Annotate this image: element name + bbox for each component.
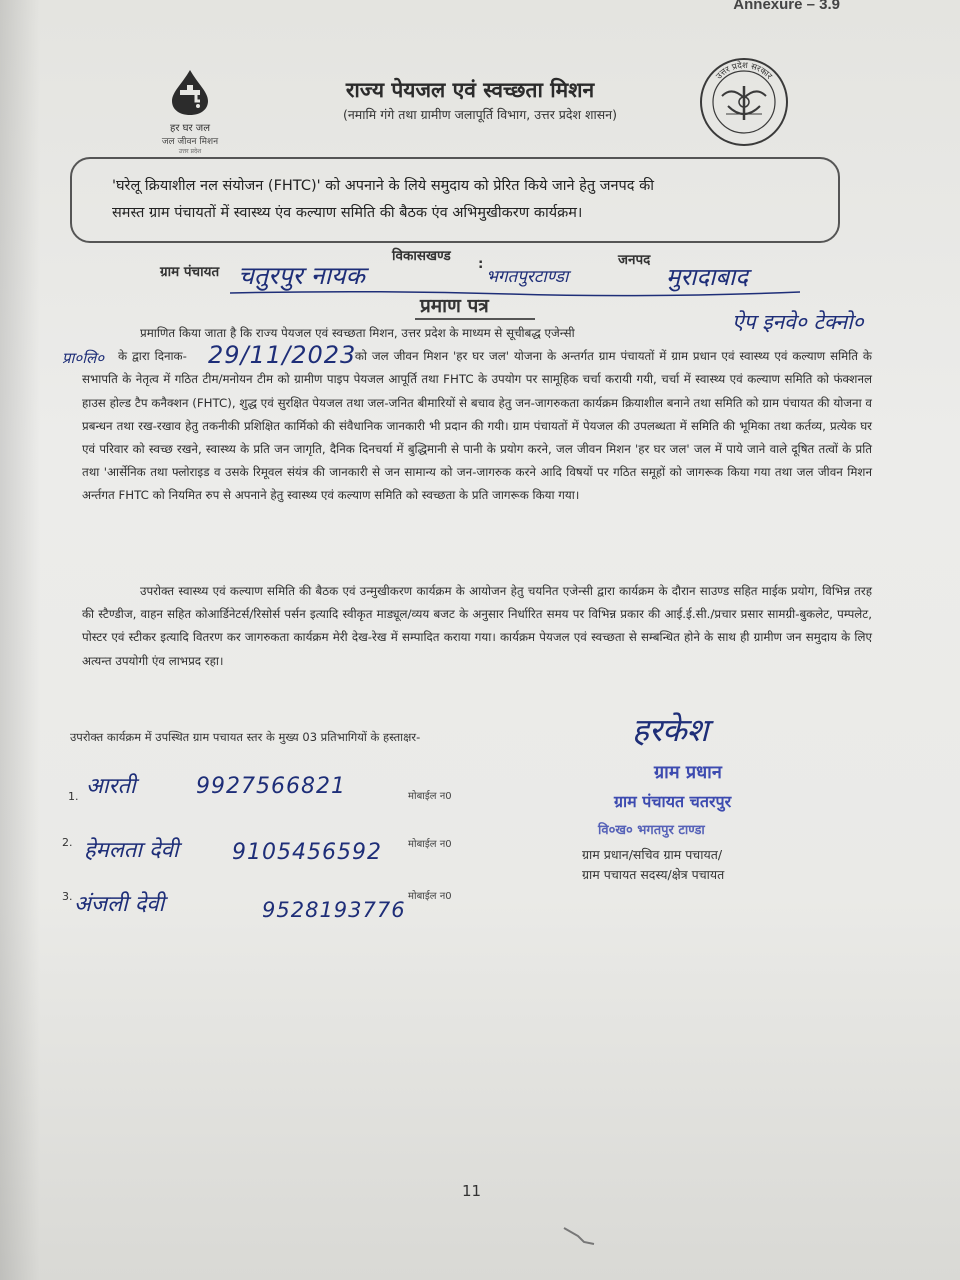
para1-body: को जल जीवन मिशन 'हर घर जल' योजना के अन्तर्गत ग्राम पंचायतों में ग्राम प्रधान एवं स्वास्थ्य एवं कल्याण समिति के सभापति के नेतृत्व में गठित टीम/मनोयन टीम को ग्रामीण पाइप पेयजल आपूर्ति तथा FHTC के उपयोग पर सामूहिक चर्चा करायी गयी, चर्चा में स्वास्थ्य एवं कल्याण समिति को फंक्शनल हाउस होल्ड टैप कनैक्शन (FHTC), शुद्ध एवं सुरक्षित पेयजल तथा जल-जनित बीमारियों से बचाव हेतु जन-जागरुकता कार्यक्रम क्रियाशील बनाने तथा समिति को ग्राम पंचायत की योजना व प्रबन्धन तथा रख-रखाव हेतु तकनीकी प्रशिक्षित कार्मिको की संवैधानिक जानकारी भी प्रदान की गयी। ग्राम पंचायतों में पेयजल की उपलब्धता में समिति की भूमिका तथा कर्तव्य, प्रत्येक घर एवं परिवार को स्वच्छ रखने, स्वास्थ्य के प्रति जन जागृति, दैनिक दिनचर्या में बुद्धिमानी से पानी के प्रयोग करने, जल जीवन मिशन 'हर घर जल' जल में पाये जाने वाले दूषित तत्वों के प्रति तथा 'आर्सेनिक तथा फ्लोराइड व उसके रिमूवल संयंत्र की जानकारी से जन सामान्य को जन-जागरुक करने आदि विषयों पर गठित समूहों को जागरूक किया गया तथा जल जीवन मिशन अर्न्तगत FHTC को नियमित रुप से अपनाने हेतु स्वास्थ्य एवं कल्याण समिति को स्वच्छता के प्रति जागरूक किया गया।	[82, 349, 872, 503]
seal-text: उत्तर प्रदेश सरकार	[714, 60, 774, 82]
vikas-khand-value: भगतपुरटाण्डा	[486, 267, 569, 287]
signatures-label: उपरोक्त कार्यक्रम में उपस्थित ग्राम पचायत स्तर के मुख्य 03 प्रतिभागियों के हस्ताक्षर-	[70, 730, 421, 744]
pradhan-signature: हरकेश	[632, 711, 709, 749]
para1-date-prefix: के द्वारा दिनाक-	[118, 349, 187, 364]
logo-text-1: हर घर जल	[170, 123, 210, 134]
participant-name-2: हेमलता देवी	[84, 838, 179, 863]
janpad-label: जनपद	[618, 252, 651, 268]
janpad-value: मुरादाबाद	[666, 263, 749, 291]
role-line-1: ग्राम प्रधान/सचिव ग्राम पचायत/	[582, 847, 723, 862]
mission-title: राज्य पेयजल एवं स्वच्छता मिशन	[345, 78, 595, 102]
logo-text-2: जल जीवन मिशन	[161, 137, 219, 147]
participant-mobile-3: 9528193776	[262, 898, 406, 922]
participant-mobile-1: 9927566821	[196, 774, 346, 799]
colon-separator: :	[478, 256, 484, 272]
vikas-khand-label: विकासखण्ड	[392, 248, 451, 264]
participant-name-1: आरती	[86, 774, 136, 799]
participant-number-2: 2.	[62, 836, 73, 849]
participant-name-3: अंजली देवी	[74, 892, 165, 917]
logo-text-3: उत्तर प्रदेश	[178, 148, 202, 155]
water-drop-icon	[168, 68, 212, 116]
banner-line-1: 'घरेलू क्रियाशील नल संयोजन (FHTC)' को अपनाने के लिये समुदाय को प्रेरित किये जाने हेतु जनपद की	[112, 178, 654, 194]
pradhan-stamp-line-2: ग्राम पंचायत चतरपुर	[614, 792, 732, 811]
gram-panchayat-label: ग्राम पंचायत	[160, 264, 220, 280]
har-ghar-jal-logo	[150, 68, 230, 155]
certificate-paragraph-2	[82, 580, 872, 673]
participant-number-3: 3.	[62, 890, 73, 903]
agency-suffix-handwritten: प्रा०लि०	[62, 349, 105, 367]
certificate-title: प्रमाण पत्र	[420, 295, 489, 317]
para2-text: उपरोक्त स्वास्थ्य एवं कल्याण समिति की बैठक एवं उन्मुखीकरण कार्यक्रम के आयोजन हेतु चयनित एजेन्सी द्वारा कार्यक्रम के दौरान साउण्ड सहित माईक प्रयोग, विभिन्न तरह की स्टैण्डीज, वाहन सहित कोआर्डिनेटर्स/रिसोर्स पर्सन इत्यादि स्वीकृत माड्यूल/व्यय बजट के अनुसार निर्धारित समय पर विभिन्न प्रकार की आई.ई.सी./प्रचार प्रसार सामग्री-बुकलेट, पम्पलेट, पोस्टर एवं स्टीकर इत्यादि वितरण कर जागरुकता कार्यक्रम मेरी देख-रेख में सम्पादित कराया गया। कार्यक्रम पेयजल एवं स्वच्छता से सम्बन्धित होने के साथ ही ग्रामीण जन समुदाय के लिए अत्यन्त उपयोगी एंव लाभप्रद रहा।	[82, 584, 872, 668]
page-number: 11	[462, 1182, 482, 1200]
gram-panchayat-value: चतुरपुर नायक	[238, 261, 365, 290]
ink-smudge	[560, 1222, 600, 1252]
certificate-paragraph-1	[82, 322, 872, 508]
para1-prefix: प्रमाणित किया जाता है कि राज्य पेयजल एवं स्वच्छता मिशन, उत्तर प्रदेश के माध्यम से सूचीबद्ध एजेन्सी	[140, 326, 575, 340]
participant-mobile-2: 9105456592	[232, 840, 382, 865]
participant-number-1: 1.	[68, 790, 79, 803]
pradhan-stamp-line-1: ग्राम प्रधान	[654, 762, 722, 783]
page-shadow	[0, 0, 40, 1280]
program-banner	[70, 157, 840, 243]
mobile-label-3: मोबाईल न0	[408, 891, 452, 902]
pradhan-stamp-line-3: वि०ख० भगतपुर टाण्डा	[598, 823, 705, 838]
agency-name-handwritten: ऐप इनवे० टेक्नो०	[732, 310, 864, 334]
annexure-label: Annexure – 3.9	[733, 0, 840, 13]
field-underline	[230, 288, 800, 298]
date-handwritten: 29/11/2023	[208, 341, 357, 369]
banner-line-2: समस्त ग्राम पंचायतों में स्वास्थ्य एंव कल्याण समिति की बैठक एंव अभिमुखीकरण कार्यक्रम।	[112, 205, 583, 221]
up-government-seal	[698, 56, 790, 148]
certificate-title-underline	[415, 318, 535, 320]
mobile-label-1: मोबाईल न0	[408, 791, 452, 802]
mission-subtitle: (नमामि गंगे तथा ग्रामीण जलापूर्ति विभाग, उत्तर प्रदेश शासन)	[342, 107, 617, 122]
role-line-2: ग्राम पचायत सदस्य/क्षेत्र पचायत	[582, 867, 725, 882]
mobile-label-2: मोबाईल न0	[408, 839, 452, 850]
